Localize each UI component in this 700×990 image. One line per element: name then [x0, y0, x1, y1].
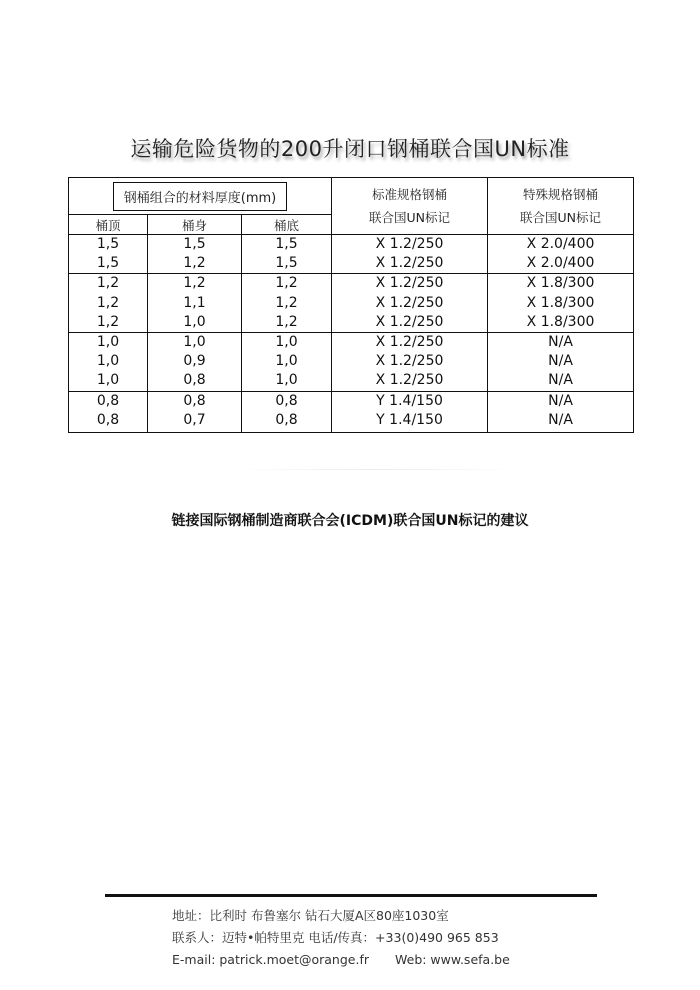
column-header-body: 桶身	[148, 215, 242, 235]
column-header-bottom: 桶底	[242, 215, 332, 235]
table-row	[69, 235, 634, 255]
material-thickness-label: 钢桶组合的材料厚度(mm)	[113, 182, 287, 211]
table-row	[69, 352, 634, 371]
cell-special-mark: X 1.8/300	[488, 294, 634, 313]
cell-special-mark: X 2.0/400	[488, 235, 634, 255]
cell-top: 1,2	[69, 294, 148, 313]
cell-bottom: 1,2	[242, 313, 332, 333]
special-drum-header-line2: 联合国UN标记	[520, 210, 602, 225]
standard-drum-header-line1: 标准规格钢桶	[372, 187, 448, 202]
table-row	[69, 371, 634, 391]
cell-standard-mark: Y 1.4/150	[332, 411, 488, 433]
cell-special-mark: X 1.8/300	[488, 274, 634, 294]
column-header-top: 桶顶	[69, 215, 148, 235]
footer-contact-phone: 联系人：迈特•帕特里克 电话/传真：+33(0)490 965 853	[172, 930, 499, 945]
cell-body: 0,8	[148, 371, 242, 391]
cell-special-mark: N/A	[488, 391, 634, 411]
cell-top: 0,8	[69, 411, 148, 433]
cell-top: 1,5	[69, 254, 148, 274]
cell-special-mark: N/A	[488, 333, 634, 353]
table-row	[69, 274, 634, 294]
footer-divider	[105, 894, 597, 897]
cell-standard-mark: X 1.2/250	[332, 235, 488, 255]
cell-special-mark: N/A	[488, 411, 634, 433]
cell-bottom: 1,2	[242, 274, 332, 294]
standard-drum-header-line2: 联合国UN标记	[369, 210, 451, 225]
footer-email-web-line	[172, 949, 510, 971]
cell-body: 1,2	[148, 254, 242, 274]
cell-body: 0,8	[148, 391, 242, 411]
cell-standard-mark: X 1.2/250	[332, 274, 488, 294]
cell-body: 1,0	[148, 333, 242, 353]
table-row	[69, 254, 634, 274]
table-row	[69, 333, 634, 353]
cell-bottom: 0,8	[242, 391, 332, 411]
footer-contact-block	[172, 905, 510, 971]
material-thickness-header	[69, 178, 332, 215]
cell-top: 1,0	[69, 333, 148, 353]
un-standard-table	[68, 177, 634, 433]
cell-top: 1,5	[69, 235, 148, 255]
special-drum-header	[488, 178, 634, 235]
cell-standard-mark: X 1.2/250	[332, 352, 488, 371]
cell-body: 0,9	[148, 352, 242, 371]
cell-standard-mark: X 1.2/250	[332, 294, 488, 313]
cell-body: 1,2	[148, 274, 242, 294]
cell-special-mark: X 2.0/400	[488, 254, 634, 274]
cell-bottom: 1,5	[242, 254, 332, 274]
cell-bottom: 1,0	[242, 333, 332, 353]
cell-top: 1,2	[69, 274, 148, 294]
cell-body: 1,1	[148, 294, 242, 313]
cell-top: 1,0	[69, 371, 148, 391]
cell-special-mark: X 1.8/300	[488, 313, 634, 333]
recommendation-heading: 链接国际钢桶制造商联合会(ICDM)联合国UN标记的建议	[171, 513, 529, 529]
cell-top: 1,0	[69, 352, 148, 371]
cell-standard-mark: X 1.2/250	[332, 333, 488, 353]
special-drum-header-line1: 特殊规格钢桶	[523, 187, 599, 202]
footer-address: 地址：比利时 布鲁塞尔 钻石大厦A区80座1030室	[172, 908, 449, 923]
footer-email: E-mail: patrick.moet@orange.fr	[172, 952, 369, 967]
cell-top: 1,2	[69, 313, 148, 333]
table-row	[69, 391, 634, 411]
cell-standard-mark: X 1.2/250	[332, 313, 488, 333]
cell-body: 1,5	[148, 235, 242, 255]
cell-standard-mark: X 1.2/250	[332, 371, 488, 391]
cell-top: 0,8	[69, 391, 148, 411]
cell-bottom: 0,8	[242, 411, 332, 433]
page-title: 运输危险货物的200升闭口钢桶联合国UN标准	[130, 137, 570, 161]
cell-bottom: 1,5	[242, 235, 332, 255]
faint-divider	[230, 469, 520, 470]
cell-standard-mark: Y 1.4/150	[332, 391, 488, 411]
cell-body: 0,7	[148, 411, 242, 433]
table-row	[69, 313, 634, 333]
cell-bottom: 1,0	[242, 371, 332, 391]
standard-drum-header	[332, 178, 488, 235]
cell-body: 1,0	[148, 313, 242, 333]
table-row	[69, 294, 634, 313]
cell-bottom: 1,0	[242, 352, 332, 371]
cell-bottom: 1,2	[242, 294, 332, 313]
cell-special-mark: N/A	[488, 371, 634, 391]
table-row	[69, 411, 634, 433]
footer-website: Web: www.sefa.be	[395, 952, 510, 967]
cell-special-mark: N/A	[488, 352, 634, 371]
cell-standard-mark: X 1.2/250	[332, 254, 488, 274]
